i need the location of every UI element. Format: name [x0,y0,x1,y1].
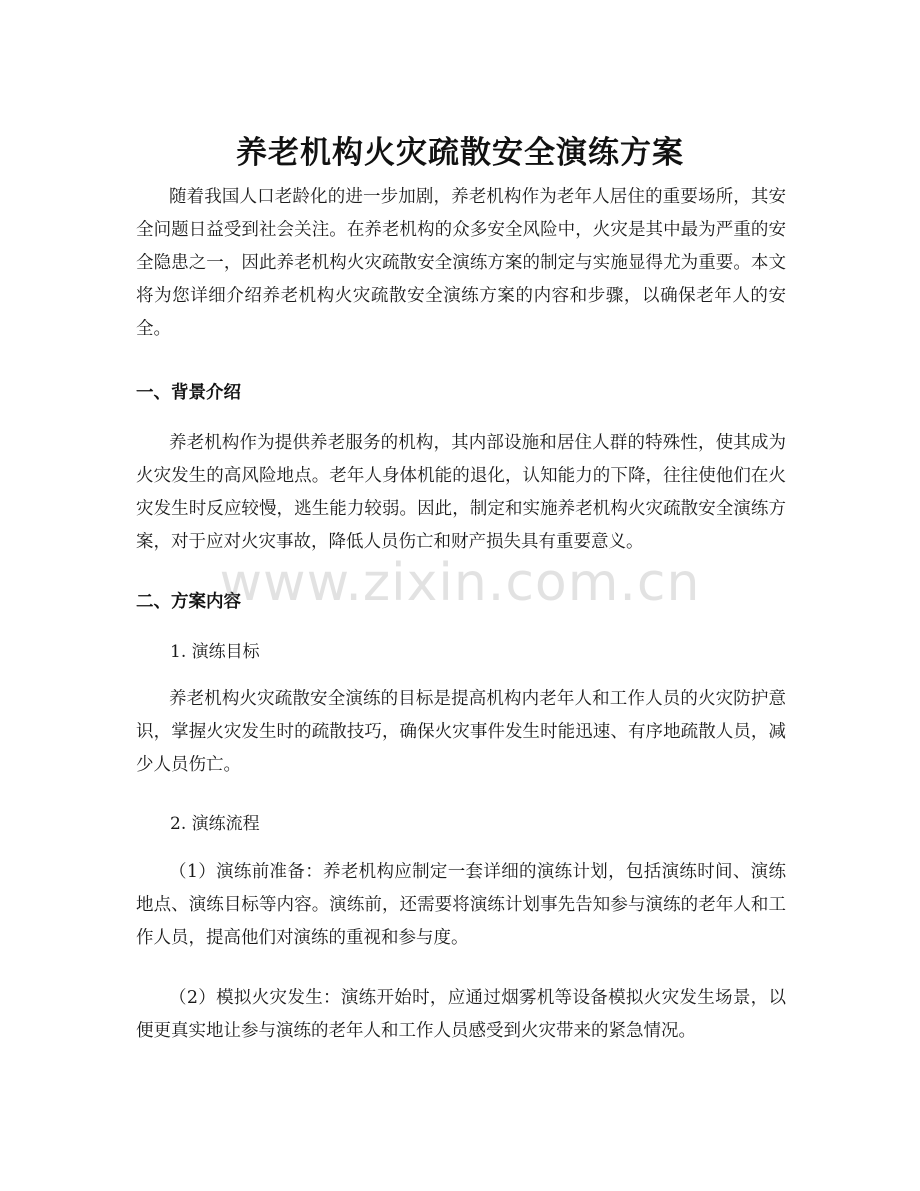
subheading-drill-process: 2. 演练流程 [170,814,260,834]
section-heading-background: 一、背景介绍 [136,383,241,403]
drill-step-simulation: （2）模拟火灾发生：演练开始时，应通过烟雾机等设备模拟火灾发生场景，以便更真实地让参与演练的老年人和工作人员感受到火灾带来的紧急情况。 [136,988,786,1041]
intro-paragraph: 随着我国人口老龄化的进一步加剧，养老机构作为老年人居住的重要场所，其安全问题日益受到社会关注。在养老机构的众多安全风险中，火灾是其中最为严重的安全隐患之一，因此养老机构火灾疏散安全演练方案的制定与实施显得尤为重要。本文将为您详细介绍养老机构火灾疏散安全演练方案的内容和步骤，以确保老年人的安全。 [136,187,786,339]
section-heading-content: 二、方案内容 [136,592,241,612]
drill-step-preparation: （1）演练前准备：养老机构应制定一套详细的演练计划，包括演练时间、演练地点、演练目标等内容。演练前，还需要将演练计划事先告知参与演练的老年人和工作人员，提高他们对演练的重视和参与度。 [136,862,786,948]
drill-goal-paragraph: 养老机构火灾疏散安全演练的目标是提高机构内老年人和工作人员的火灾防护意识，掌握火灾发生时的疏散技巧，确保火灾事件发生时能迅速、有序地疏散人员，减少人员伤亡。 [136,689,786,775]
background-paragraph: 养老机构作为提供养老服务的机构，其内部设施和居住人群的特殊性，使其成为火灾发生的高风险地点。老年人身体机能的退化，认知能力的下降，往往使他们在火灾发生时反应较慢，逃生能力较弱。因此，制定和实施养老机构火灾疏散安全演练方案，对于应对火灾事故，降低人员伤亡和财产损失具有重要意义。 [136,433,786,552]
subheading-drill-goal: 1. 演练目标 [170,642,260,662]
document-title: 养老机构火灾疏散安全演练方案 [236,134,684,171]
watermark: www.zixin.com.cn [219,553,701,613]
